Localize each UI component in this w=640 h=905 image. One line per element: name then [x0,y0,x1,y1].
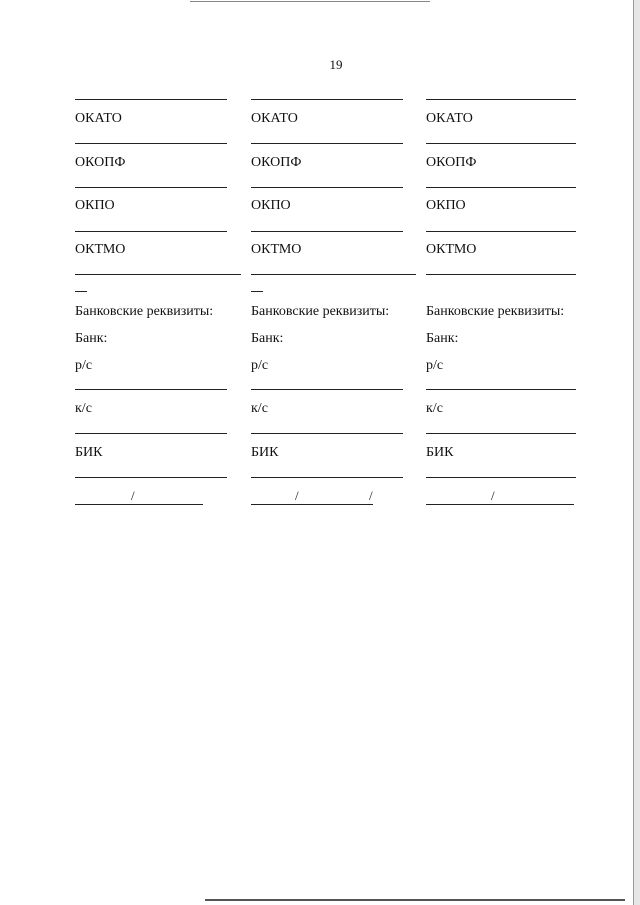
rs-label: р/с [75,358,93,373]
signature-slash: / [131,488,135,503]
okato-line [251,143,403,144]
okpo-label: ОКПО [251,198,291,213]
ks-line [426,433,576,434]
okopf-label: ОКОПФ [251,155,302,170]
short-dash [251,291,263,292]
requisites-column-2 [251,0,411,905]
bank-label: Банк: [75,331,108,346]
okato-line [426,143,576,144]
okopf-line [251,187,403,188]
okpo-label: ОКПО [75,198,115,213]
bank-details-title: Банковские реквизиты: [75,304,214,319]
okpo-line [251,231,403,232]
ks-label: к/с [251,401,268,416]
rs-label: р/с [426,358,444,373]
bik-line [251,477,403,478]
rs-label: р/с [251,358,269,373]
okopf-line [75,187,227,188]
oktmo-line [75,274,241,275]
signature-slash: / [369,488,373,503]
rs-line [251,389,403,390]
bank-label: Банк: [251,331,284,346]
okopf-line [426,187,576,188]
requisites-column-3 [426,0,586,905]
bank-label: Банк: [426,331,459,346]
field-line [426,99,576,100]
rs-line [426,389,576,390]
bank-details-title: Банковские реквизиты: [426,304,565,319]
bik-label: БИК [75,445,103,460]
okpo-line [75,231,227,232]
signature-slash: / [491,488,495,503]
oktmo-label: ОКТМО [75,242,126,257]
signature-line [251,504,373,505]
field-line [251,99,403,100]
bik-line [75,477,227,478]
oktmo-label: ОКТМО [251,242,302,257]
bik-label: БИК [251,445,279,460]
okato-line [75,143,227,144]
signature-line [426,504,574,505]
ks-line [251,433,403,434]
oktmo-line [251,274,416,275]
signature-line [75,504,203,505]
okato-label: ОКАТО [75,111,122,126]
rs-line [75,389,227,390]
ks-label: к/с [75,401,92,416]
oktmo-line [426,274,576,275]
okato-label: ОКАТО [426,111,473,126]
bik-line [426,477,576,478]
ks-label: к/с [426,401,443,416]
okpo-line [426,231,576,232]
okato-label: ОКАТО [251,111,298,126]
scan-right-shadow [634,0,640,905]
field-line [75,99,227,100]
okopf-label: ОКОПФ [75,155,126,170]
short-dash [75,291,87,292]
okpo-label: ОКПО [426,198,466,213]
okopf-label: ОКОПФ [426,155,477,170]
ks-line [75,433,227,434]
page-number: 19 [329,57,343,72]
requisites-column-1 [75,0,235,905]
bank-details-title: Банковские реквизиты: [251,304,390,319]
oktmo-label: ОКТМО [426,242,477,257]
bik-label: БИК [426,445,454,460]
scan-right-edge [633,0,634,905]
signature-slash: / [295,488,299,503]
